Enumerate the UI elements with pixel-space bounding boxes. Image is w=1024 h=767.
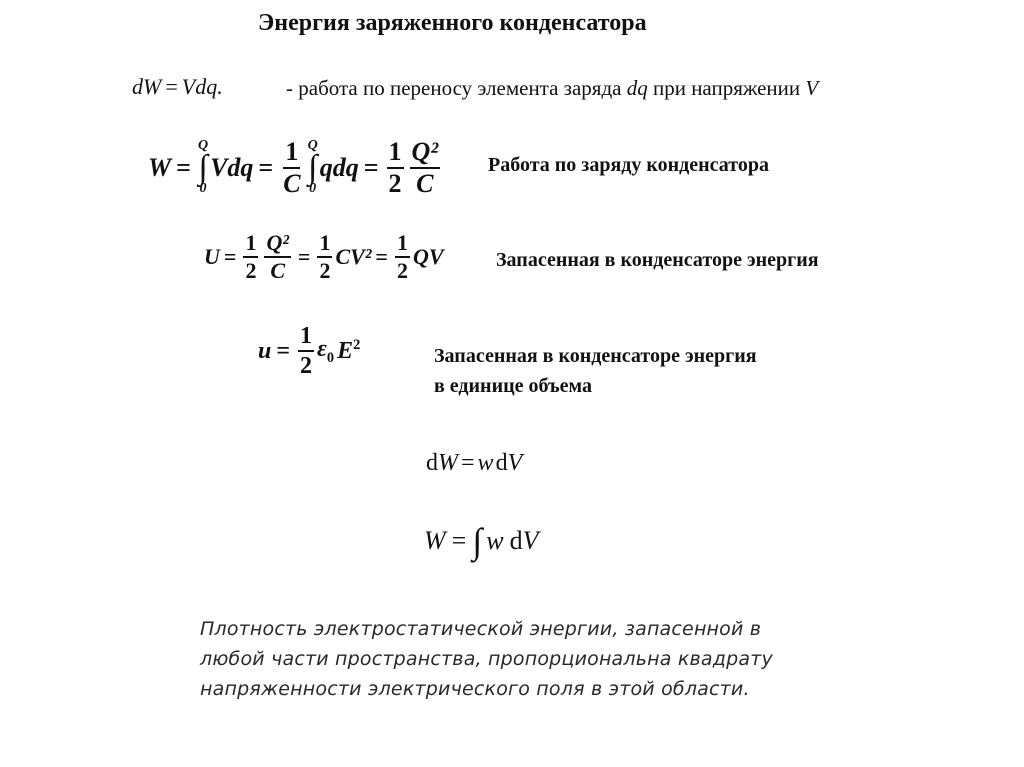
- work-frac-1-over-c: [281, 139, 302, 197]
- dw-dv-v: V: [507, 450, 523, 476]
- wint-dv-v: V: [522, 526, 539, 555]
- frac-num: 1: [243, 232, 258, 258]
- work-lhs: W: [148, 153, 172, 182]
- work-frac-q2-over-c: [410, 139, 441, 197]
- work-equals-3: =: [363, 153, 379, 182]
- field-symbol: E: [337, 338, 354, 364]
- frac-den: 2: [319, 258, 331, 283]
- dw-w-lower: w: [477, 450, 494, 476]
- caption-prefix: - работа по переносу элемента заряда: [286, 76, 627, 100]
- frac-num: Q²: [264, 232, 290, 258]
- dw-dv-d: d: [495, 450, 508, 476]
- work-caption: Работа по заряду конденсатора: [488, 154, 769, 176]
- energy-frac-half-1: [243, 232, 258, 282]
- formula-dw-lhs: dW: [132, 74, 162, 99]
- frac-den: 2: [245, 258, 257, 283]
- frac-num: 1: [395, 232, 410, 258]
- work-term-vdq: Vdq: [210, 153, 254, 182]
- frac-num: Q²: [410, 139, 441, 169]
- density-field: [337, 337, 360, 365]
- frac-den: C: [283, 169, 301, 198]
- dw-d: d: [426, 450, 438, 476]
- density-caption-line1: Запасенная в конденсаторе энергия: [434, 345, 757, 367]
- formula-energy: [204, 228, 444, 286]
- caption-var-v: V: [805, 76, 819, 100]
- density-lhs: u: [258, 337, 272, 364]
- frac-den: C: [270, 258, 286, 283]
- epsilon-subscript: 0: [326, 349, 335, 366]
- formula-dw-rhs: Vdq.: [181, 74, 223, 99]
- density-epsilon: [317, 336, 334, 367]
- frac-den: 2: [300, 353, 313, 379]
- formula-w-integral: [424, 520, 538, 562]
- field-superscript: 2: [353, 337, 361, 353]
- wint-w-upper: W: [424, 526, 446, 555]
- formula-dw-caption: [286, 76, 818, 101]
- energy-equals-2: =: [297, 244, 311, 269]
- frac-den: C: [416, 169, 434, 198]
- formula-dw-equals: =: [165, 74, 178, 99]
- formula-work: [148, 134, 443, 202]
- work-equals-2: =: [258, 153, 274, 182]
- work-equals-1: =: [176, 153, 191, 182]
- dw-equals: =: [461, 450, 475, 476]
- integral-2-upper: Q: [307, 138, 318, 154]
- energy-caption: Запасенная в конденсаторе энергия: [496, 249, 819, 271]
- caption-mid: при напряжении: [647, 76, 806, 100]
- work-term-qdq: qdq: [319, 153, 359, 182]
- work-frac-half: [387, 139, 404, 197]
- frac-num: 1: [387, 139, 404, 169]
- integral-2-symbol: ∫: [307, 148, 318, 186]
- frac-num: 1: [283, 139, 300, 169]
- integral-1-lower: 0: [199, 181, 207, 197]
- energy-frac-q2-over-c: [264, 232, 290, 282]
- density-caption-line2: в единице объема: [434, 375, 593, 397]
- caption-var-dq: dq: [626, 76, 648, 100]
- book-excerpt: Плотность электростатической энергии, запасенной в любой части пространства, пропорциональна квадрату напряженности электрического поля в этой области.: [200, 618, 773, 700]
- integral-1: [198, 140, 208, 196]
- dw-w-upper: W: [438, 450, 458, 476]
- energy-term-cv2: CV²: [335, 244, 372, 269]
- energy-frac-half-2: [317, 232, 332, 282]
- integral-1-upper: Q: [197, 138, 209, 154]
- frac-den: 2: [396, 258, 408, 283]
- energy-frac-half-3: [395, 232, 410, 282]
- energy-equals-1: =: [223, 244, 237, 269]
- density-equals: =: [276, 337, 291, 364]
- formula-dw-vdq: [132, 74, 223, 100]
- formula-density: [258, 318, 360, 384]
- slide-title: Энергия заряженного конденсатора: [258, 10, 647, 36]
- epsilon-symbol: ε: [317, 335, 327, 362]
- integral-2-lower: 0: [309, 181, 317, 197]
- frac-num: 1: [317, 232, 332, 258]
- frac-den: 2: [388, 169, 402, 198]
- energy-lhs: U: [204, 244, 220, 269]
- energy-equals-3: =: [375, 244, 388, 269]
- formula-dw-wdv: [426, 450, 522, 477]
- frac-num: 1: [298, 324, 314, 352]
- integral-2: [308, 140, 318, 196]
- integral-1-symbol: ∫: [198, 148, 208, 186]
- density-caption: [434, 341, 757, 401]
- density-frac-half: [298, 324, 314, 378]
- wint-equals: =: [451, 526, 467, 555]
- wint-dv-d: d: [509, 526, 523, 555]
- wint-w-lower: w: [486, 526, 504, 555]
- energy-term-qv: QV: [412, 244, 444, 269]
- wint-integral-symbol: ∫: [472, 521, 483, 561]
